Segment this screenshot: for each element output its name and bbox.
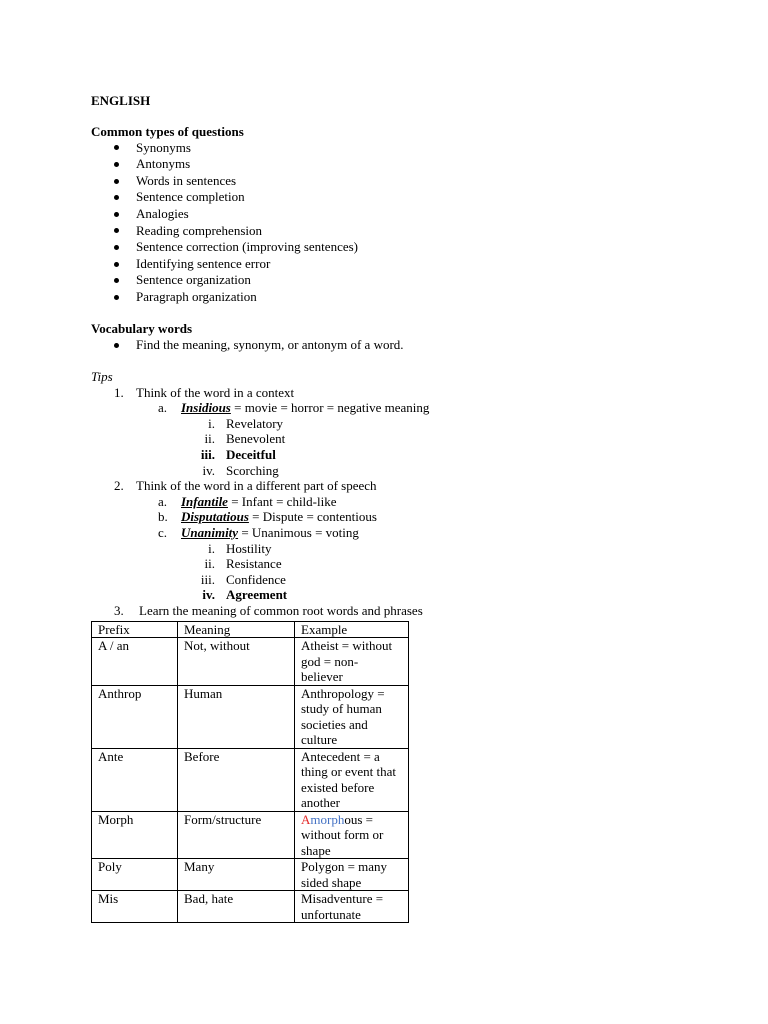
example-text-part: ous = without form or shape <box>301 811 384 858</box>
prefix-cell: Poly <box>92 859 178 891</box>
header-cell-meaning: Meaning <box>178 621 295 638</box>
tip-step <box>91 385 731 401</box>
option-text: Scorching <box>226 462 279 478</box>
example-item <box>91 525 731 541</box>
example-term: Infantile <box>181 493 228 509</box>
bullet-icon <box>114 262 119 267</box>
vocabulary-list <box>91 337 731 354</box>
example-text-part-blue: morph <box>310 811 345 827</box>
list-item-text: Find the meaning, synonym, or antonym of a word. <box>136 336 404 352</box>
example-definition: = Unanimous = voting <box>241 525 359 541</box>
list-item-text: Reading comprehension <box>136 222 262 238</box>
list-item-text: Analogies <box>136 206 189 222</box>
example-item <box>91 400 731 416</box>
prefix-cell: Ante <box>92 748 178 811</box>
example-text: Misadventure = unfortunate <box>301 891 384 922</box>
table-row <box>92 859 409 891</box>
meaning-cell: Before <box>178 748 295 811</box>
list-item <box>91 272 731 289</box>
root-words-table <box>91 621 409 924</box>
example-term: Insidious <box>181 400 231 416</box>
example-definition: = movie = horror = negative meaning <box>234 400 430 416</box>
list-item <box>91 140 731 157</box>
option-numeral: iii. <box>200 571 215 587</box>
document-content <box>91 93 731 923</box>
list-item <box>91 256 731 273</box>
bullet-icon <box>114 145 119 150</box>
tip-step <box>91 603 731 619</box>
example-definition: = Infant = child-like <box>231 493 337 509</box>
option-text: Deceitful <box>226 447 276 463</box>
meaning-cell: Not, without <box>178 638 295 686</box>
example-text: Atheist = without god = non-believer <box>301 638 393 685</box>
option-text: Resistance <box>226 556 282 572</box>
step-number: 1. <box>114 384 124 400</box>
example-text: Antecedent = a thing or event that existed before another <box>301 748 396 811</box>
list-item-text: Sentence organization <box>136 272 251 288</box>
example-text: Polygon = many sided shape <box>301 859 388 890</box>
step-text: Think of the word in a context <box>136 384 295 400</box>
option-text: Benevolent <box>226 431 286 447</box>
option-text: Revelatory <box>226 415 284 431</box>
header-cell-example: Example <box>295 621 409 638</box>
list-item <box>91 173 731 190</box>
list-item-text: Antonyms <box>136 156 191 172</box>
option-item <box>91 572 731 588</box>
option-numeral: i. <box>208 540 215 556</box>
list-item-text: Paragraph organization <box>136 289 257 305</box>
option-item <box>91 431 731 447</box>
list-item <box>91 239 731 256</box>
list-item-text: Sentence correction (improving sentences) <box>136 239 358 255</box>
example-cell <box>295 685 409 748</box>
option-item-answer <box>91 587 731 603</box>
option-numeral: ii. <box>204 556 215 572</box>
example-cell <box>295 638 409 686</box>
table-row <box>92 811 409 859</box>
bullet-icon <box>114 343 119 348</box>
bullet-icon <box>114 179 119 184</box>
table-row <box>92 891 409 923</box>
prefix-cell: Morph <box>92 811 178 859</box>
bullet-icon <box>114 162 119 167</box>
list-item-text: Words in sentences <box>136 172 237 188</box>
option-numeral: i. <box>208 415 215 431</box>
bullet-icon <box>114 278 119 283</box>
example-letter: c. <box>158 525 168 541</box>
option-numeral: iii. <box>200 447 215 463</box>
option-numeral: iv. <box>202 462 215 478</box>
option-item <box>91 556 731 572</box>
list-item-text: Synonyms <box>136 139 191 155</box>
example-cell <box>295 811 409 859</box>
list-item <box>91 337 731 354</box>
list-item <box>91 206 731 223</box>
list-item <box>91 223 731 240</box>
example-term: Disputatious <box>181 509 249 525</box>
option-item <box>91 541 731 557</box>
step-number: 3. <box>114 603 124 619</box>
example-term: Unanimity <box>181 525 239 541</box>
page-title: ENGLISH <box>91 93 151 108</box>
option-numeral: ii. <box>204 431 215 447</box>
question-types-heading: Common types of questions <box>91 124 244 140</box>
example-text <box>301 812 398 859</box>
bullet-icon <box>114 245 119 250</box>
example-item <box>91 494 731 510</box>
prefix-cell: A / an <box>92 638 178 686</box>
bullet-icon <box>114 195 119 200</box>
meaning-cell: Many <box>178 859 295 891</box>
tip-step <box>91 478 731 494</box>
list-item <box>91 289 731 306</box>
option-text: Agreement <box>226 587 288 603</box>
list-item-text: Sentence completion <box>136 189 245 205</box>
bullet-icon <box>114 212 119 217</box>
table-header-row <box>92 621 409 638</box>
option-text: Hostility <box>226 540 272 556</box>
list-item-text: Identifying sentence error <box>136 255 271 271</box>
vocabulary-heading: Vocabulary words <box>91 321 193 337</box>
bullet-icon <box>114 228 119 233</box>
example-item <box>91 509 731 525</box>
example-letter: b. <box>158 509 168 525</box>
table-row <box>92 685 409 748</box>
option-numeral: iv. <box>202 587 215 603</box>
list-item <box>91 189 731 206</box>
example-text: Anthropology = study of human societies and culture <box>301 685 385 748</box>
example-letter: a. <box>158 493 168 509</box>
option-item <box>91 416 731 432</box>
table-row <box>92 748 409 811</box>
tips-heading: Tips <box>91 369 113 385</box>
list-item <box>91 156 731 173</box>
option-item-answer <box>91 447 731 463</box>
question-types-list <box>91 140 731 306</box>
meaning-cell: Bad, hate <box>178 891 295 923</box>
meaning-cell: Human <box>178 685 295 748</box>
table-row <box>92 638 409 686</box>
tips-list <box>91 385 731 619</box>
example-cell <box>295 859 409 891</box>
example-cell <box>295 748 409 811</box>
prefix-cell: Anthrop <box>92 685 178 748</box>
prefix-cell: Mis <box>92 891 178 923</box>
step-text: Think of the word in a different part of speech <box>136 478 377 494</box>
option-item <box>91 463 731 479</box>
example-cell <box>295 891 409 923</box>
step-number: 2. <box>114 478 124 494</box>
step-text: Learn the meaning of common root words and phrases <box>139 603 423 619</box>
option-text: Confidence <box>226 571 286 587</box>
meaning-cell: Form/structure <box>178 811 295 859</box>
header-cell-prefix: Prefix <box>92 621 178 638</box>
example-letter: a. <box>158 400 168 416</box>
bullet-icon <box>114 295 119 300</box>
example-text-part-red: A <box>301 811 311 827</box>
example-definition: = Dispute = contentious <box>252 509 377 525</box>
